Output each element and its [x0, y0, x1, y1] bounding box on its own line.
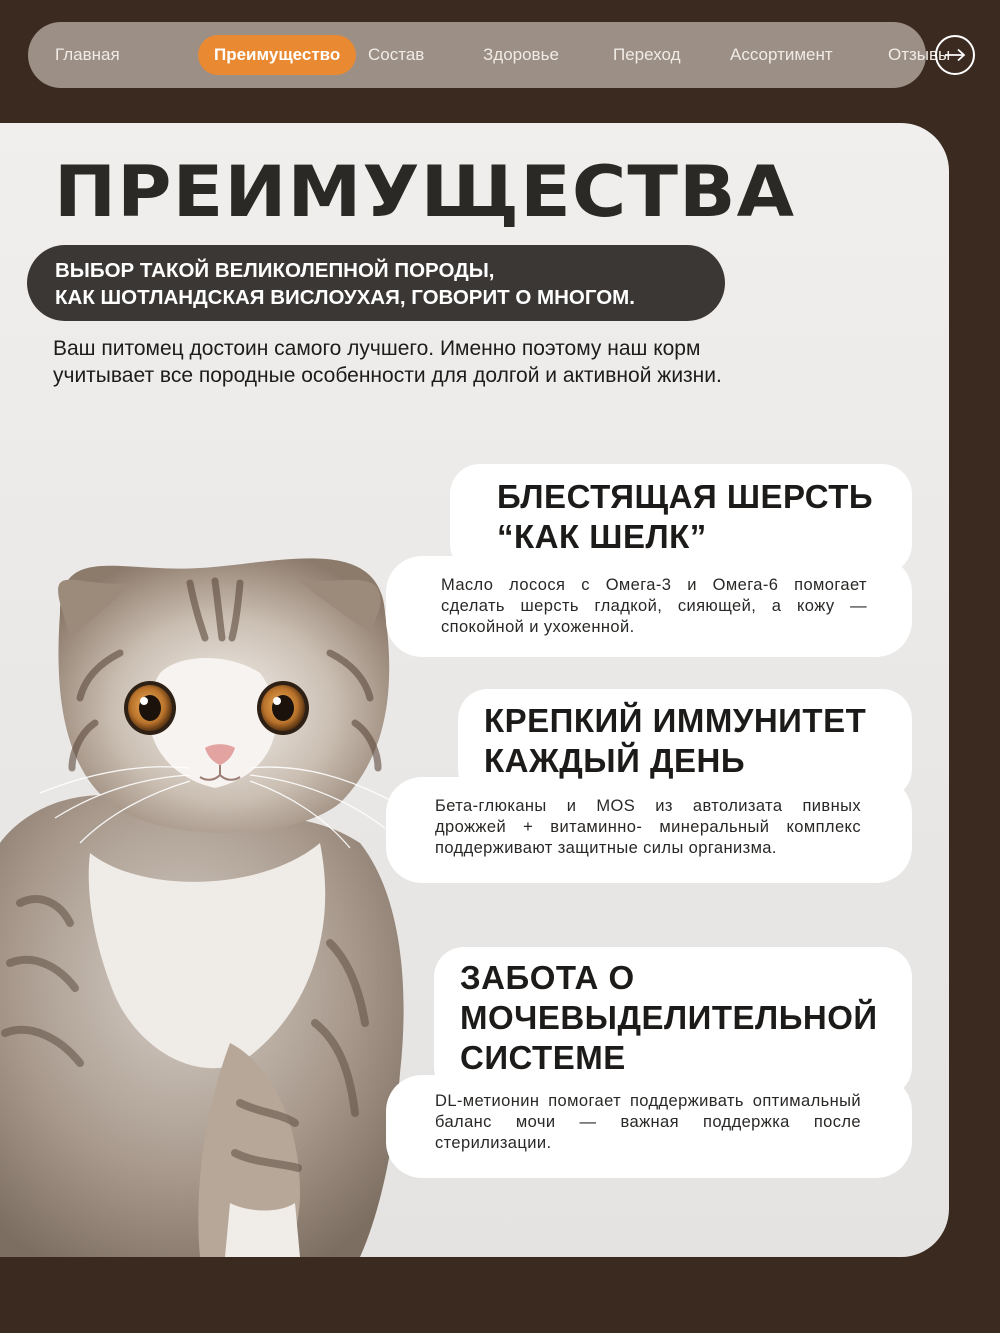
nav-item-composition[interactable]: Состав	[368, 45, 425, 64]
feature-description: Бета-глюканы и MOS из автолизата пивных дрожжей + витаминно- минеральный комплекс поддерживают защитные силы организма.	[435, 797, 861, 857]
intro-line-2: учитывает все породные особенности для долгой и активной жизни.	[53, 364, 722, 387]
feature-title-line-2: “КАК ШЕЛК”	[497, 518, 707, 555]
feature-description: Масло лосося с Омега-3 и Омега-6 помогает сделать шерсть гладкой, сияющей, а кожу — спокойной и ухоженной.	[441, 576, 867, 636]
intro-line-1: Ваш питомец достоин самого лучшего. Именно поэтому наш корм	[53, 337, 701, 360]
nav-item-home[interactable]: Главная	[55, 45, 120, 64]
advantages-card	[0, 123, 949, 1257]
nav-item-reviews[interactable]: Отзывы	[888, 45, 951, 64]
intro-text	[53, 335, 873, 389]
feature-title	[484, 701, 866, 781]
top-navigation	[28, 22, 951, 88]
feature-title-line-2: КАЖДЫЙ ДЕНЬ	[484, 742, 746, 779]
nav-item-assortment[interactable]: Ассортимент	[730, 45, 833, 64]
nav-item-advantages[interactable]: Преимущество	[198, 35, 356, 75]
feature-title	[460, 958, 878, 1078]
arrow-right-icon	[944, 48, 966, 62]
nav-item-transition[interactable]: Переход	[613, 45, 681, 64]
feature-description: DL-метионин помогает поддерживать оптимальный баланс мочи — важная поддержка после стерилизации.	[435, 1092, 861, 1152]
page-title: ПРЕИМУЩЕСТВА	[54, 151, 796, 233]
scottish-fold-cat-image	[0, 423, 420, 1257]
feature-title-line-1: КРЕПКИЙ ИММУНИТЕТ	[484, 702, 867, 739]
nav-next-button[interactable]	[935, 35, 975, 75]
feature-title-line-2: МОЧЕВЫДЕЛИТЕЛЬНОЙ	[460, 999, 878, 1036]
feature-title-line-1: ЗАБОТА О	[460, 959, 635, 996]
feature-title-line-3: СИСТЕМЕ	[460, 1039, 626, 1076]
nav-item-health[interactable]: Здоровье	[483, 45, 559, 64]
subtitle-line-2: КАК ШОТЛАНДСКАЯ ВИСЛОУХАЯ, ГОВОРИТ О МНОГОМ.	[55, 286, 635, 309]
feature-title	[497, 477, 873, 557]
subtitle-banner	[27, 245, 725, 321]
feature-title-line-1: БЛЕСТЯЩАЯ ШЕРСТЬ	[497, 478, 874, 515]
subtitle-line-1: ВЫБОР ТАКОЙ ВЕЛИКОЛЕПНОЙ ПОРОДЫ,	[55, 259, 495, 282]
